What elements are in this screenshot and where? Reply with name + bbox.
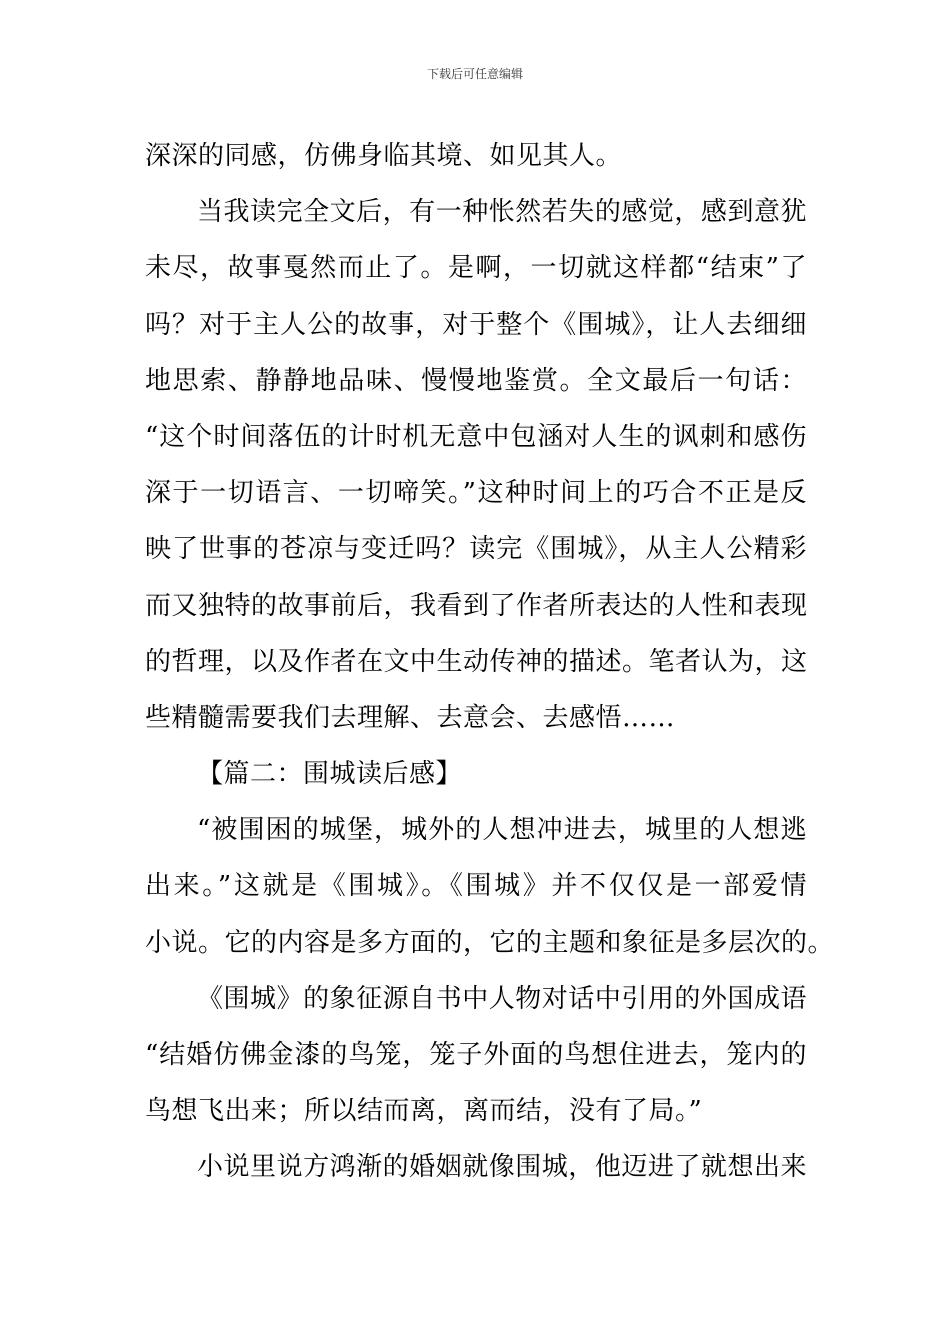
text-line: 当我读完全文后，有一种怅然若失的感觉，感到意犹 <box>197 197 807 228</box>
text-line: 《围城》的象征源自书中人物对话中引用的外国成语 <box>197 983 807 1014</box>
text-line: 小说里说方鸿渐的婚姻就像围城，他迈进了就想出来 <box>197 1152 807 1183</box>
text-line: 鸟想飞出来；所以结而离，离而结，没有了局。” <box>145 1096 703 1127</box>
text-line: 出来。”这就是《围城》。《围城》并不仅仅是一部爱情 <box>145 871 807 902</box>
text-line: 映了世事的苍凉与变迁吗？读完《围城》，从主人公精彩 <box>145 534 807 565</box>
text-line: “这个时间落伍的计时机无意中包涵对人生的讽刺和感伤 <box>145 421 807 452</box>
text-line: 未尽，故事戛然而止了。是啊，一切就这样都“结束”了 <box>145 253 807 284</box>
text-line: 些精髓需要我们去理解、去意会、去感悟…… <box>145 702 676 733</box>
text-line: 地思索、静静地品味、慢慢地鉴赏。全文最后一句话： <box>145 365 807 396</box>
text-line: 而又独特的故事前后，我看到了作者所表达的人性和表现 <box>145 590 808 621</box>
page-header: 下载后可任意编辑 <box>426 67 523 81</box>
text-line: 的哲理，以及作者在文中生动传神的描述。笔者认为，这 <box>145 646 808 677</box>
text-line: 吗？对于主人公的故事，对于整个《围城》，让人去细细 <box>145 309 807 340</box>
text-line: “被围困的城堡，城外的人想冲进去，城里的人想逃 <box>197 815 807 846</box>
body-text <box>145 128 835 1196</box>
text-line: “结婚仿佛金漆的鸟笼，笼子外面的鸟想住进去，笼内的 <box>145 1040 807 1070</box>
text-line: 小说。它的内容是多方面的，它的主题和象征是多层次的。 <box>145 927 835 958</box>
text-line: 【篇二：围城读后感】 <box>197 759 463 790</box>
text-line: 深深的同感，仿佛身临其境、如见其人。 <box>145 141 623 171</box>
text-line: 深于一切语言、一切啼笑。”这种时间上的巧合不正是反 <box>145 478 807 509</box>
